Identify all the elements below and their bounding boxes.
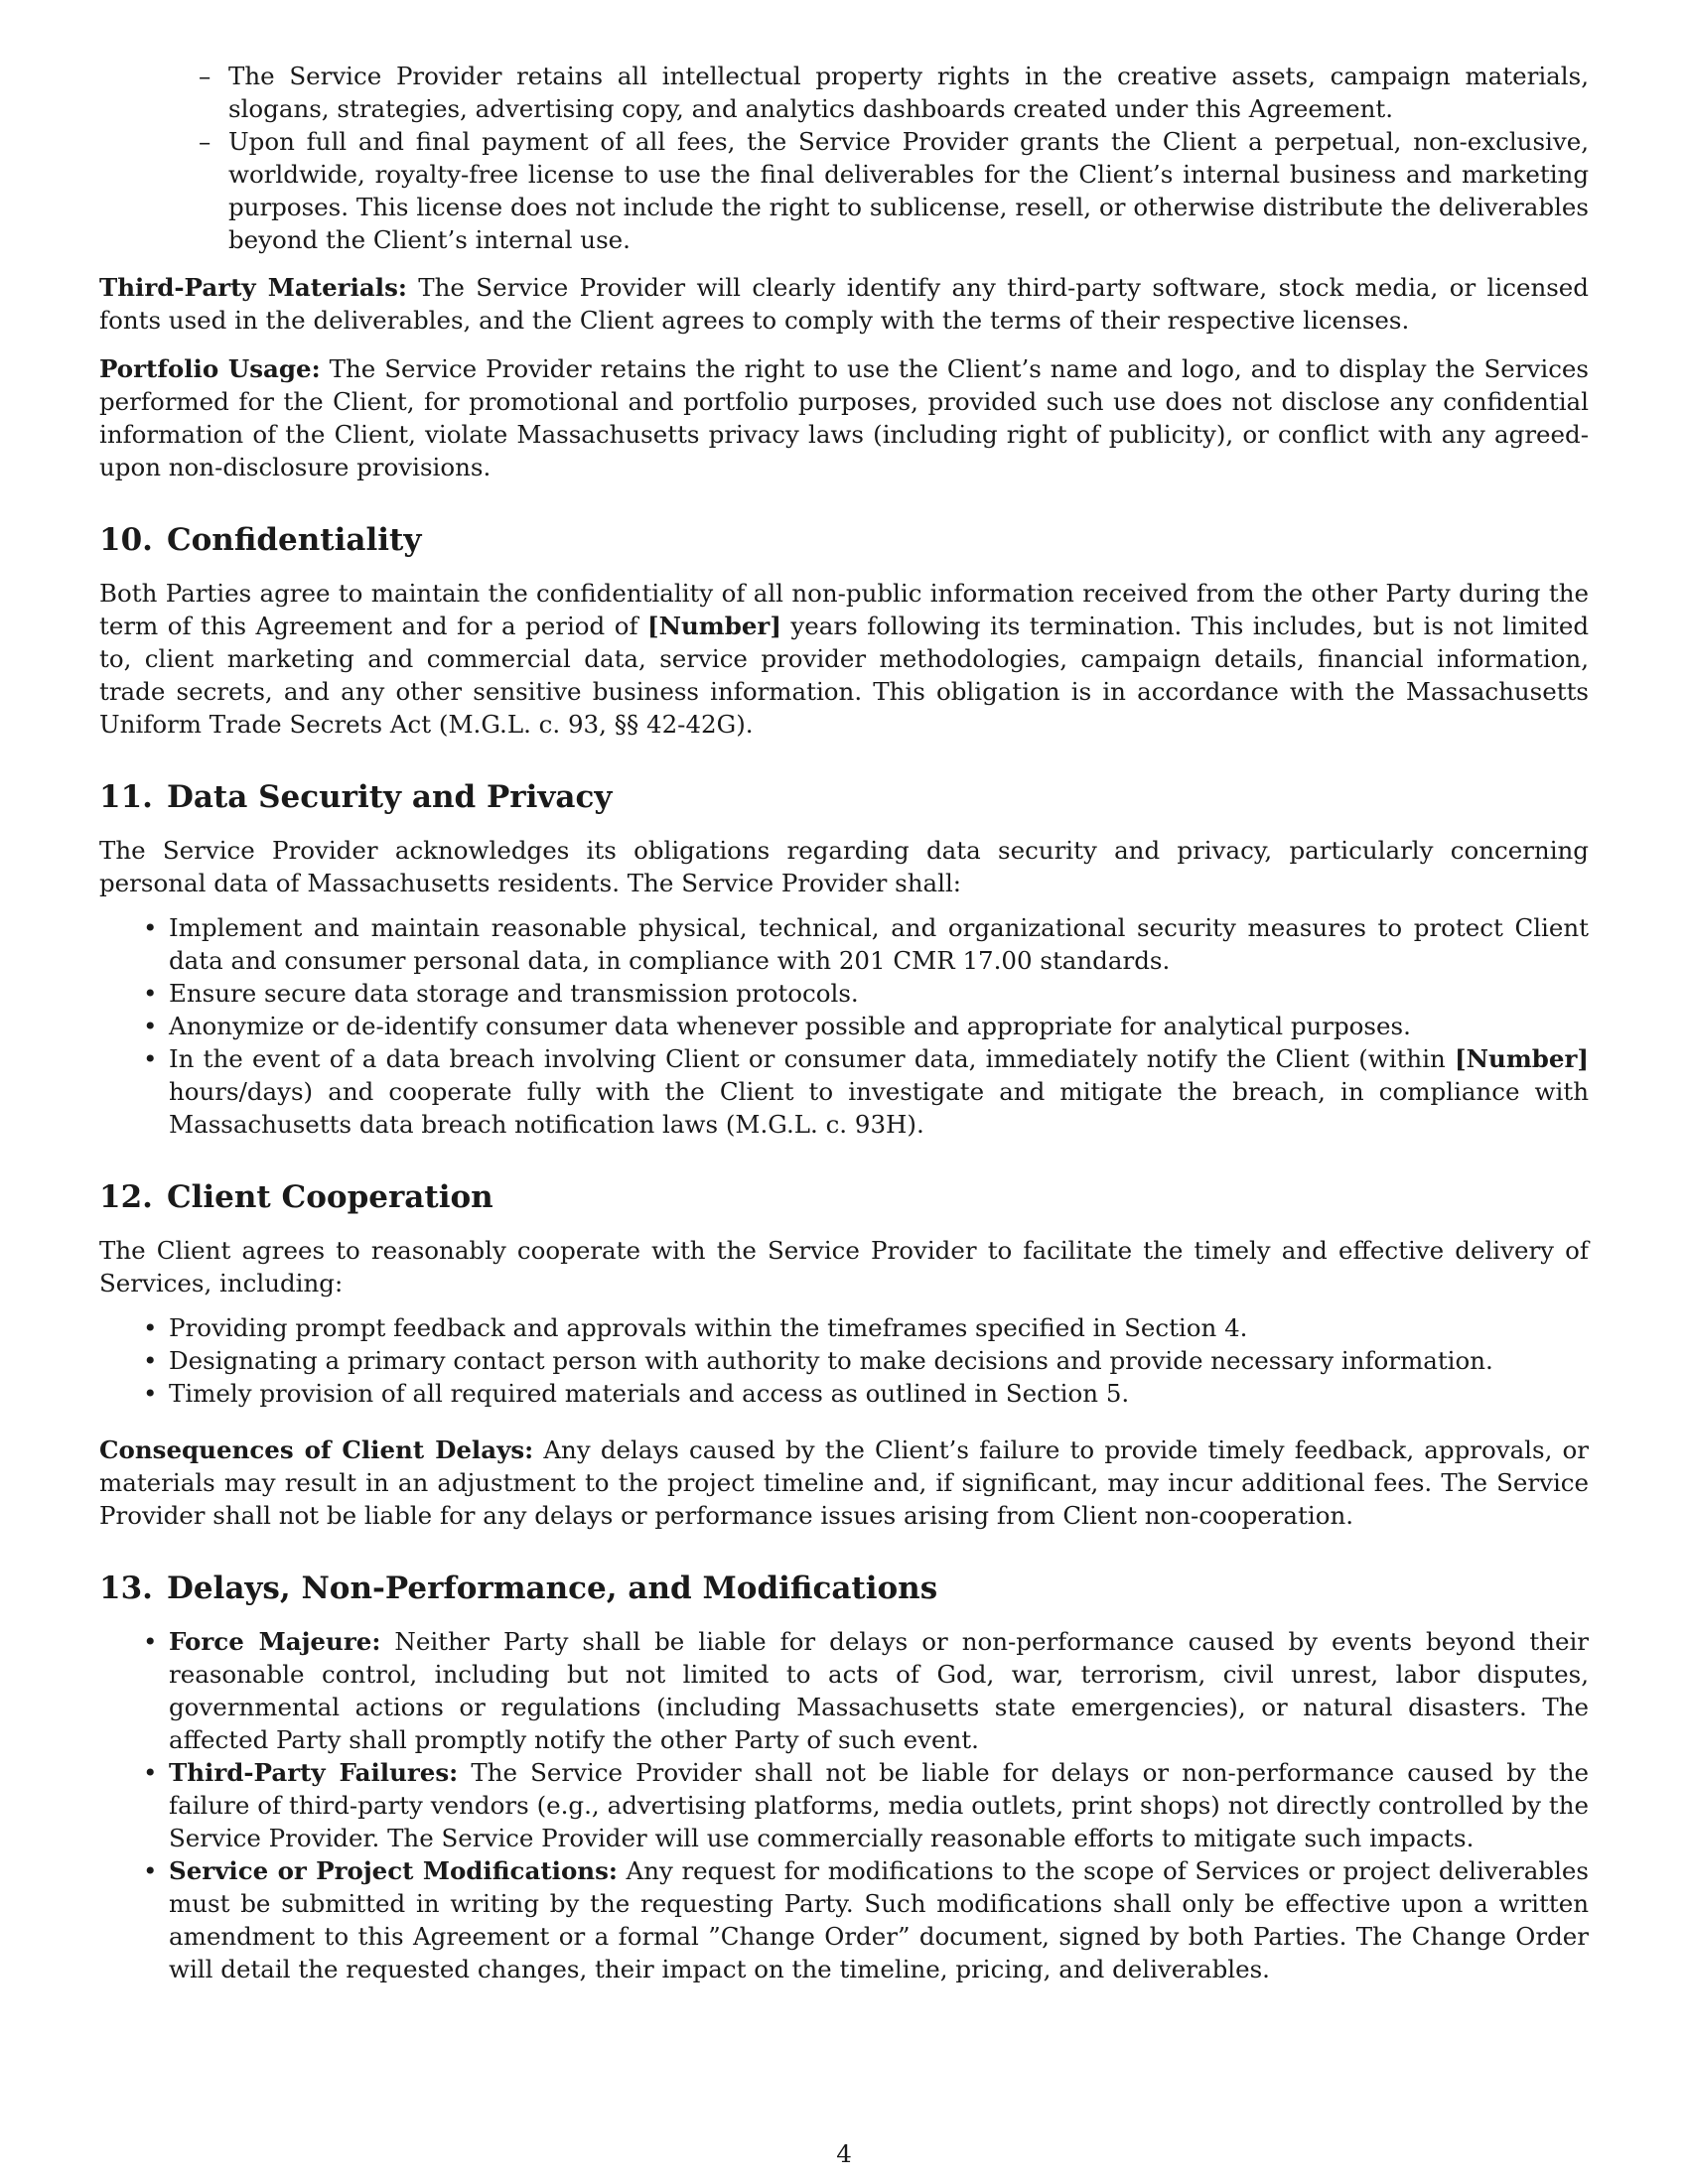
portfolio-label: Portfolio Usage: [99, 354, 321, 383]
item-label: Third-Party Failures: [169, 1758, 459, 1787]
item-label: Force Majeure: [169, 1627, 381, 1656]
number-placeholder: [Number] [1455, 1044, 1589, 1073]
item-text: Any request for modifications to the scope of Services or project deliverables must be submitted in writing by the requesting Party. Such modifications shall only be effective upon a written amendment to this Agreement or a formal ”Change Order” document, signed by both Parties. The Change Order will detail the requested changes, their impact on the timeline, pricing, and deliverables. [169, 1856, 1589, 1983]
portfolio-text: The Service Provider retains the right to use the Client’s name and logo, and to display the Services performed for the Client, for promotional and portfolio purposes, provided such use does not disclose any confidential information of the Client, violate Massachusetts privacy laws (including right of publicity), or conflict with any agreed-upon non-disclosure provisions. [99, 354, 1589, 481]
list-item: – Upon full and final payment of all fees, the Service Provider grants the Client a perpetual, non-exclusive, worldwide, royalty-free license to use the final deliverables for the Client’s internal business and marketing purposes. This license does not include the right to sublicense, resell, or otherwise distribute the deliverables beyond the Client’s internal use. [228, 125, 1589, 256]
confidentiality-text-before: Both Parties agree to maintain the confidentiality of all non-public information received from the other Party during the term of this Agreement and for a period of [99, 579, 1589, 640]
item-text: Neither Party shall be liable for delays or non-performance caused by events beyond their reasonable control, including but not limited to acts of God, war, terrorism, civil unrest, labor disputes, governmental actions or regulations (including Massachusetts state emergencies), or natural disasters. The affected Party shall promptly notify the other Party of such event. [169, 1627, 1589, 1754]
item-label: Service or Project Modifications: [169, 1856, 618, 1885]
section-number: 12. [99, 1179, 153, 1215]
item-text: The Service Provider shall not be liable for delays or non-performance caused by the failure of third-party vendors (e.g., advertising platforms, media outlets, print shops) not directly controlled by the Service Provider. The Service Provider will use commercially reasonable efforts to mitigate such impacts. [169, 1758, 1589, 1852]
section-heading-confidentiality [99, 521, 1589, 559]
section-number: 10. [99, 522, 153, 558]
breach-text-after: hours/days) and cooperate fully with the Client to investigate and mitigate the breach, in compliance with Massachusetts data breach notification laws (M.G.L. c. 93H). [169, 1077, 1589, 1139]
section-title: Client Cooperation [166, 1179, 493, 1215]
list-item: – The Service Provider retains all intellectual property rights in the creative assets, campaign materials, slogans, strategies, advertising copy, and analytics dashboards created under this Agreement. [228, 60, 1589, 125]
portfolio-paragraph [99, 352, 1589, 483]
list-item [169, 1756, 1589, 1854]
third-party-label: Third-Party Materials: [99, 273, 407, 302]
data-security-list [169, 911, 1589, 1141]
section-title: Data Security and Privacy [166, 779, 613, 815]
section-title: Confidentiality [166, 522, 422, 558]
list-item: • Ensure secure data storage and transmission protocols. [169, 977, 1589, 1010]
section-heading-data-security [99, 778, 1589, 816]
list-item: • Providing prompt feedback and approvals within the timeframes specified in Section 4. [169, 1311, 1589, 1344]
section-title: Delays, Non-Performance, and Modifications [166, 1570, 938, 1606]
third-party-text: The Service Provider will clearly identify any third-party software, stock media, or licensed fonts used in the deliverables, and the Client agrees to comply with the terms of their respective licenses. [99, 273, 1589, 335]
confidentiality-paragraph [99, 577, 1589, 741]
client-cooperation-intro: The Client agrees to reasonably cooperate with the Service Provider to facilitate the timely and effective delivery of Services, including: [99, 1236, 1589, 1297]
list-item [169, 1042, 1589, 1141]
section-number: 11. [99, 779, 153, 815]
document-page [99, 60, 1589, 2105]
list-item [169, 1854, 1589, 1985]
list-item: • Anonymize or de-identify consumer data whenever possible and appropriate for analytical purposes. [169, 1010, 1589, 1042]
breach-text-before: In the event of a data breach involving Client or consumer data, immediately notify the Client (within [169, 1044, 1456, 1073]
ip-rights-list [228, 60, 1589, 256]
list-item [169, 1625, 1589, 1756]
section-number: 13. [99, 1570, 153, 1606]
list-item: • Designating a primary contact person with authority to make decisions and provide necessary information. [169, 1344, 1589, 1377]
number-placeholder: [Number] [646, 612, 781, 640]
section-heading-delays [99, 1570, 1589, 1607]
delays-list [169, 1625, 1589, 1985]
client-cooperation-list [169, 1311, 1589, 1410]
client-delays-label: Consequences of Client Delays: [99, 1435, 534, 1464]
list-item: • Implement and maintain reasonable physical, technical, and organizational security measures to protect Client data and consumer personal data, in compliance with 201 CMR 17.00 standards. [169, 911, 1589, 977]
client-delays-text: Any delays caused by the Client’s failure to provide timely feedback, approvals, or materials may result in an adjustment to the project timeline and, if significant, may incur additional fees. The Service Provider shall not be liable for any delays or performance issues arising from Client non-cooperation. [99, 1435, 1589, 1530]
client-delays-paragraph [99, 1433, 1589, 1532]
data-security-intro: The Service Provider acknowledges its obligations regarding data security and privacy, particularly concerning personal data of Massachusetts residents. The Service Provider shall: [99, 836, 1589, 897]
third-party-paragraph [99, 271, 1589, 337]
list-item: • Timely provision of all required materials and access as outlined in Section 5. [169, 1377, 1589, 1410]
confidentiality-text-after: years following its termination. This includes, but is not limited to, client marketing and commercial data, service provider methodologies, campaign details, financial information, trade secrets, and any other sensitive business information. This obligation is in accordance with the Massachusetts Uniform Trade Secrets Act (M.G.L. c. 93, §§ 42-42G). [99, 612, 1590, 739]
section-heading-client-cooperation [99, 1178, 1589, 1216]
page-number: 4 [836, 2139, 852, 2168]
